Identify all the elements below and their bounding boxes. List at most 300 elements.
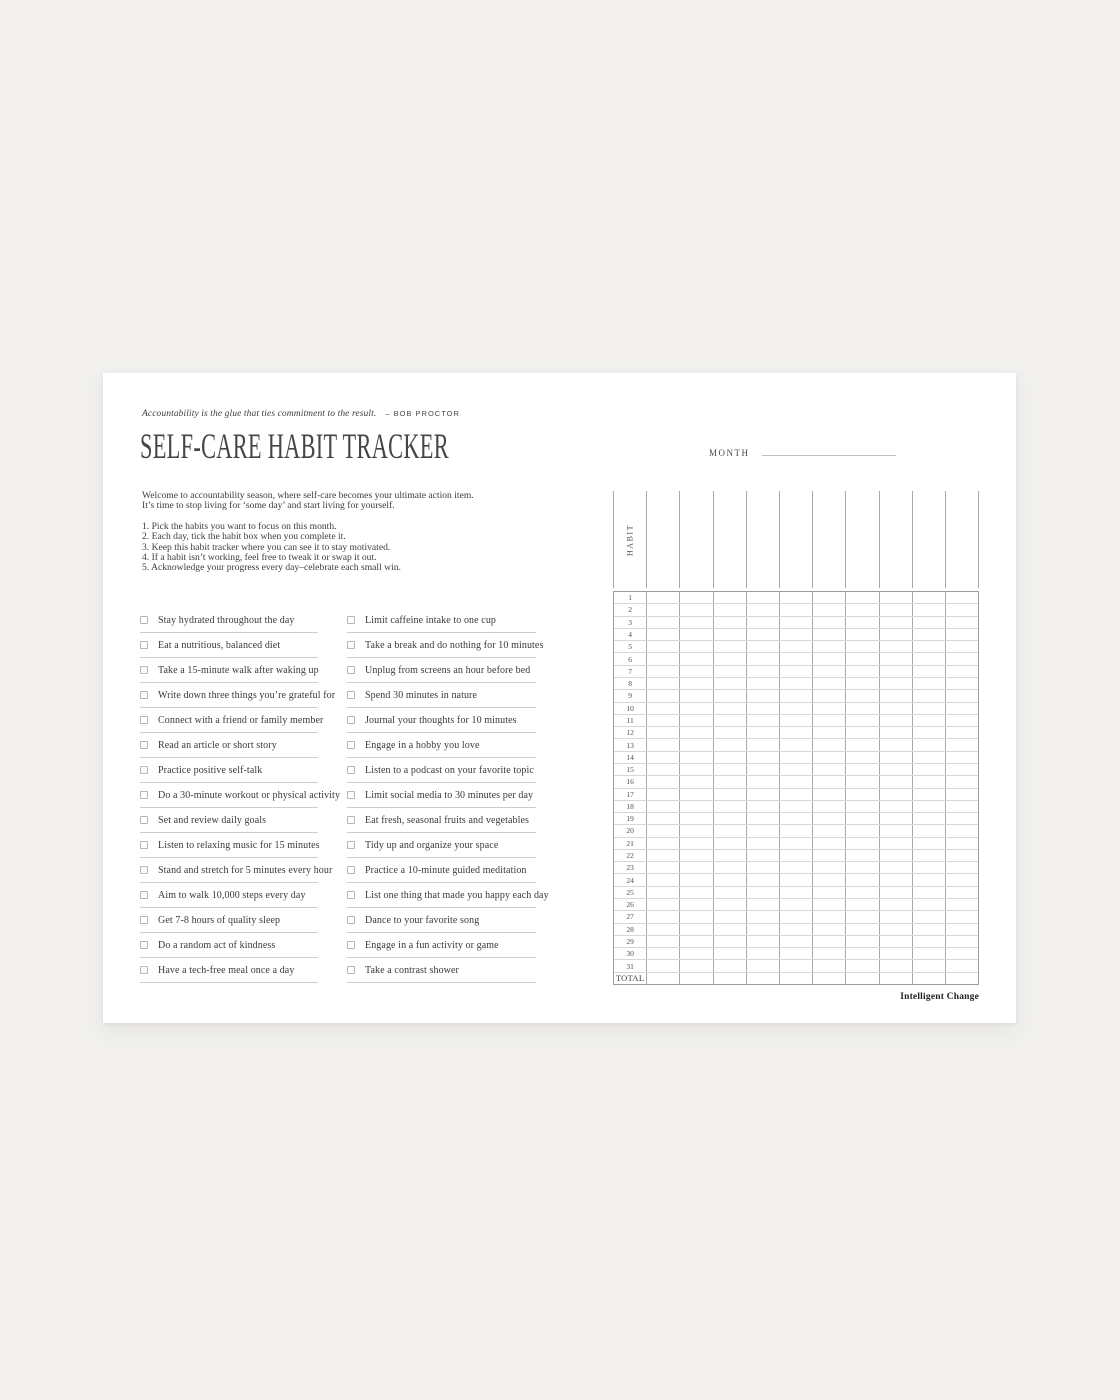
grid-tick-cell[interactable]	[845, 592, 878, 603]
grid-tick-cell[interactable]	[779, 874, 812, 885]
grid-tick-cell[interactable]	[779, 887, 812, 898]
grid-tick-cell[interactable]	[779, 960, 812, 971]
grid-tick-cell[interactable]	[879, 899, 912, 910]
grid-tick-cell[interactable]	[679, 862, 712, 873]
habit-checkbox[interactable]	[347, 966, 355, 974]
grid-total-cell[interactable]	[779, 973, 812, 984]
grid-tick-cell[interactable]	[713, 789, 746, 800]
grid-tick-cell[interactable]	[879, 874, 912, 885]
grid-tick-cell[interactable]	[945, 776, 978, 787]
grid-tick-cell[interactable]	[812, 641, 845, 652]
grid-tick-cell[interactable]	[646, 924, 679, 935]
grid-tick-cell[interactable]	[879, 678, 912, 689]
grid-tick-cell[interactable]	[879, 776, 912, 787]
habit-checkbox[interactable]	[347, 891, 355, 899]
habit-checkbox[interactable]	[140, 891, 148, 899]
grid-tick-cell[interactable]	[945, 936, 978, 947]
grid-tick-cell[interactable]	[812, 752, 845, 763]
grid-tick-cell[interactable]	[746, 678, 779, 689]
habit-checkbox[interactable]	[347, 841, 355, 849]
grid-tick-cell[interactable]	[879, 703, 912, 714]
grid-tick-cell[interactable]	[779, 727, 812, 738]
habit-checkbox[interactable]	[347, 691, 355, 699]
grid-tick-cell[interactable]	[679, 752, 712, 763]
grid-tick-cell[interactable]	[812, 862, 845, 873]
grid-tick-cell[interactable]	[779, 641, 812, 652]
grid-tick-cell[interactable]	[679, 838, 712, 849]
grid-tick-cell[interactable]	[879, 838, 912, 849]
grid-tick-cell[interactable]	[679, 715, 712, 726]
grid-total-cell[interactable]	[945, 973, 978, 984]
grid-tick-cell[interactable]	[912, 874, 945, 885]
grid-tick-cell[interactable]	[779, 899, 812, 910]
grid-tick-cell[interactable]	[779, 862, 812, 873]
grid-tick-cell[interactable]	[812, 617, 845, 628]
grid-total-cell[interactable]	[845, 973, 878, 984]
grid-tick-cell[interactable]	[746, 592, 779, 603]
grid-tick-cell[interactable]	[945, 727, 978, 738]
grid-tick-cell[interactable]	[779, 604, 812, 615]
habit-checkbox[interactable]	[140, 841, 148, 849]
grid-tick-cell[interactable]	[845, 789, 878, 800]
grid-tick-cell[interactable]	[812, 850, 845, 861]
grid-tick-cell[interactable]	[879, 789, 912, 800]
grid-tick-cell[interactable]	[713, 678, 746, 689]
grid-tick-cell[interactable]	[646, 789, 679, 800]
grid-tick-cell[interactable]	[679, 899, 712, 910]
grid-total-cell[interactable]	[746, 973, 779, 984]
grid-tick-cell[interactable]	[746, 666, 779, 677]
grid-tick-cell[interactable]	[779, 739, 812, 750]
grid-tick-cell[interactable]	[879, 960, 912, 971]
grid-tick-cell[interactable]	[912, 850, 945, 861]
grid-tick-cell[interactable]	[713, 776, 746, 787]
habit-checkbox[interactable]	[347, 716, 355, 724]
grid-tick-cell[interactable]	[845, 617, 878, 628]
grid-tick-cell[interactable]	[879, 813, 912, 824]
grid-tick-cell[interactable]	[912, 825, 945, 836]
grid-tick-cell[interactable]	[812, 776, 845, 787]
grid-tick-cell[interactable]	[912, 678, 945, 689]
grid-tick-cell[interactable]	[845, 641, 878, 652]
grid-tick-cell[interactable]	[713, 960, 746, 971]
grid-tick-cell[interactable]	[879, 862, 912, 873]
grid-tick-cell[interactable]	[713, 825, 746, 836]
grid-tick-cell[interactable]	[679, 641, 712, 652]
habit-checkbox[interactable]	[140, 966, 148, 974]
grid-tick-cell[interactable]	[746, 924, 779, 935]
grid-tick-cell[interactable]	[779, 666, 812, 677]
grid-tick-cell[interactable]	[646, 666, 679, 677]
grid-tick-cell[interactable]	[845, 604, 878, 615]
grid-tick-cell[interactable]	[779, 690, 812, 701]
grid-tick-cell[interactable]	[912, 617, 945, 628]
habit-checkbox[interactable]	[347, 916, 355, 924]
grid-tick-cell[interactable]	[879, 592, 912, 603]
grid-tick-cell[interactable]	[912, 813, 945, 824]
grid-tick-cell[interactable]	[912, 776, 945, 787]
grid-tick-cell[interactable]	[679, 604, 712, 615]
grid-tick-cell[interactable]	[679, 764, 712, 775]
habit-checkbox[interactable]	[347, 866, 355, 874]
grid-tick-cell[interactable]	[945, 629, 978, 640]
grid-tick-cell[interactable]	[812, 678, 845, 689]
grid-tick-cell[interactable]	[945, 641, 978, 652]
grid-tick-cell[interactable]	[646, 629, 679, 640]
grid-tick-cell[interactable]	[713, 604, 746, 615]
grid-total-cell[interactable]	[812, 973, 845, 984]
habit-checkbox[interactable]	[140, 641, 148, 649]
grid-total-cell[interactable]	[646, 973, 679, 984]
grid-tick-cell[interactable]	[679, 801, 712, 812]
habit-checkbox[interactable]	[140, 791, 148, 799]
habit-checkbox[interactable]	[140, 916, 148, 924]
grid-tick-cell[interactable]	[812, 715, 845, 726]
grid-tick-cell[interactable]	[679, 813, 712, 824]
grid-tick-cell[interactable]	[912, 690, 945, 701]
grid-tick-cell[interactable]	[845, 887, 878, 898]
grid-tick-cell[interactable]	[746, 862, 779, 873]
grid-tick-cell[interactable]	[779, 801, 812, 812]
grid-tick-cell[interactable]	[646, 739, 679, 750]
grid-tick-cell[interactable]	[646, 948, 679, 959]
grid-tick-cell[interactable]	[746, 899, 779, 910]
grid-tick-cell[interactable]	[779, 948, 812, 959]
habit-checkbox[interactable]	[347, 741, 355, 749]
grid-tick-cell[interactable]	[713, 911, 746, 922]
grid-total-cell[interactable]	[679, 973, 712, 984]
grid-tick-cell[interactable]	[746, 641, 779, 652]
grid-tick-cell[interactable]	[646, 911, 679, 922]
grid-tick-cell[interactable]	[812, 604, 845, 615]
grid-tick-cell[interactable]	[746, 727, 779, 738]
grid-tick-cell[interactable]	[646, 764, 679, 775]
grid-tick-cell[interactable]	[812, 727, 845, 738]
habit-checkbox[interactable]	[347, 616, 355, 624]
grid-tick-cell[interactable]	[879, 936, 912, 947]
grid-tick-cell[interactable]	[845, 715, 878, 726]
grid-tick-cell[interactable]	[779, 678, 812, 689]
grid-tick-cell[interactable]	[945, 960, 978, 971]
grid-tick-cell[interactable]	[779, 789, 812, 800]
grid-tick-cell[interactable]	[879, 617, 912, 628]
grid-tick-cell[interactable]	[646, 862, 679, 873]
grid-tick-cell[interactable]	[713, 629, 746, 640]
grid-tick-cell[interactable]	[945, 703, 978, 714]
grid-tick-cell[interactable]	[646, 752, 679, 763]
grid-tick-cell[interactable]	[845, 752, 878, 763]
grid-tick-cell[interactable]	[879, 887, 912, 898]
grid-tick-cell[interactable]	[746, 604, 779, 615]
grid-tick-cell[interactable]	[779, 629, 812, 640]
grid-tick-cell[interactable]	[646, 776, 679, 787]
grid-tick-cell[interactable]	[746, 703, 779, 714]
grid-tick-cell[interactable]	[879, 850, 912, 861]
grid-tick-cell[interactable]	[812, 592, 845, 603]
grid-tick-cell[interactable]	[912, 641, 945, 652]
grid-tick-cell[interactable]	[779, 924, 812, 935]
grid-tick-cell[interactable]	[945, 862, 978, 873]
grid-tick-cell[interactable]	[912, 948, 945, 959]
grid-tick-cell[interactable]	[812, 960, 845, 971]
grid-tick-cell[interactable]	[945, 752, 978, 763]
grid-tick-cell[interactable]	[746, 825, 779, 836]
grid-tick-cell[interactable]	[679, 936, 712, 947]
grid-tick-cell[interactable]	[713, 948, 746, 959]
grid-tick-cell[interactable]	[679, 629, 712, 640]
grid-tick-cell[interactable]	[879, 825, 912, 836]
grid-tick-cell[interactable]	[879, 924, 912, 935]
grid-tick-cell[interactable]	[679, 703, 712, 714]
grid-tick-cell[interactable]	[646, 801, 679, 812]
grid-tick-cell[interactable]	[945, 887, 978, 898]
grid-tick-cell[interactable]	[812, 666, 845, 677]
grid-tick-cell[interactable]	[912, 604, 945, 615]
grid-tick-cell[interactable]	[812, 874, 845, 885]
grid-tick-cell[interactable]	[646, 617, 679, 628]
grid-tick-cell[interactable]	[679, 850, 712, 861]
grid-tick-cell[interactable]	[812, 739, 845, 750]
habit-checkbox[interactable]	[140, 691, 148, 699]
grid-tick-cell[interactable]	[679, 727, 712, 738]
grid-tick-cell[interactable]	[713, 887, 746, 898]
grid-tick-cell[interactable]	[746, 776, 779, 787]
grid-tick-cell[interactable]	[845, 678, 878, 689]
grid-tick-cell[interactable]	[845, 801, 878, 812]
grid-tick-cell[interactable]	[945, 617, 978, 628]
grid-tick-cell[interactable]	[679, 617, 712, 628]
grid-tick-cell[interactable]	[746, 617, 779, 628]
grid-tick-cell[interactable]	[812, 629, 845, 640]
grid-tick-cell[interactable]	[912, 924, 945, 935]
grid-tick-cell[interactable]	[713, 924, 746, 935]
grid-tick-cell[interactable]	[646, 715, 679, 726]
habit-checkbox[interactable]	[140, 616, 148, 624]
month-input-line[interactable]	[762, 446, 896, 456]
grid-tick-cell[interactable]	[713, 727, 746, 738]
habit-checkbox[interactable]	[347, 791, 355, 799]
grid-tick-cell[interactable]	[713, 801, 746, 812]
grid-tick-cell[interactable]	[679, 678, 712, 689]
habit-checkbox[interactable]	[347, 766, 355, 774]
grid-tick-cell[interactable]	[746, 813, 779, 824]
grid-tick-cell[interactable]	[746, 739, 779, 750]
grid-tick-cell[interactable]	[845, 899, 878, 910]
grid-tick-cell[interactable]	[779, 776, 812, 787]
grid-tick-cell[interactable]	[713, 739, 746, 750]
grid-tick-cell[interactable]	[879, 604, 912, 615]
grid-tick-cell[interactable]	[879, 764, 912, 775]
grid-tick-cell[interactable]	[713, 641, 746, 652]
grid-tick-cell[interactable]	[912, 911, 945, 922]
grid-tick-cell[interactable]	[845, 874, 878, 885]
grid-tick-cell[interactable]	[945, 911, 978, 922]
grid-tick-cell[interactable]	[845, 850, 878, 861]
grid-tick-cell[interactable]	[779, 653, 812, 664]
grid-tick-cell[interactable]	[945, 813, 978, 824]
grid-tick-cell[interactable]	[779, 715, 812, 726]
habit-checkbox[interactable]	[140, 716, 148, 724]
grid-tick-cell[interactable]	[945, 838, 978, 849]
grid-tick-cell[interactable]	[679, 789, 712, 800]
grid-tick-cell[interactable]	[713, 653, 746, 664]
habit-checkbox[interactable]	[347, 816, 355, 824]
grid-tick-cell[interactable]	[812, 789, 845, 800]
grid-tick-cell[interactable]	[779, 936, 812, 947]
grid-tick-cell[interactable]	[646, 874, 679, 885]
grid-tick-cell[interactable]	[845, 838, 878, 849]
grid-tick-cell[interactable]	[845, 666, 878, 677]
grid-tick-cell[interactable]	[713, 666, 746, 677]
grid-tick-cell[interactable]	[746, 715, 779, 726]
grid-tick-cell[interactable]	[646, 813, 679, 824]
grid-tick-cell[interactable]	[713, 813, 746, 824]
grid-tick-cell[interactable]	[912, 960, 945, 971]
grid-tick-cell[interactable]	[912, 727, 945, 738]
habit-checkbox[interactable]	[140, 741, 148, 749]
grid-tick-cell[interactable]	[812, 838, 845, 849]
grid-tick-cell[interactable]	[812, 936, 845, 947]
grid-tick-cell[interactable]	[879, 801, 912, 812]
grid-tick-cell[interactable]	[912, 801, 945, 812]
grid-tick-cell[interactable]	[646, 690, 679, 701]
habit-checkbox[interactable]	[347, 941, 355, 949]
grid-tick-cell[interactable]	[713, 874, 746, 885]
grid-tick-cell[interactable]	[746, 801, 779, 812]
grid-tick-cell[interactable]	[746, 629, 779, 640]
grid-tick-cell[interactable]	[679, 911, 712, 922]
grid-tick-cell[interactable]	[879, 641, 912, 652]
grid-tick-cell[interactable]	[945, 604, 978, 615]
grid-tick-cell[interactable]	[679, 948, 712, 959]
grid-tick-cell[interactable]	[679, 776, 712, 787]
habit-checkbox[interactable]	[140, 866, 148, 874]
grid-tick-cell[interactable]	[646, 899, 679, 910]
grid-tick-cell[interactable]	[845, 911, 878, 922]
grid-tick-cell[interactable]	[746, 911, 779, 922]
grid-tick-cell[interactable]	[779, 838, 812, 849]
grid-tick-cell[interactable]	[679, 666, 712, 677]
grid-tick-cell[interactable]	[912, 629, 945, 640]
grid-tick-cell[interactable]	[713, 850, 746, 861]
grid-tick-cell[interactable]	[945, 789, 978, 800]
habit-checkbox[interactable]	[140, 941, 148, 949]
grid-tick-cell[interactable]	[845, 813, 878, 824]
grid-tick-cell[interactable]	[812, 653, 845, 664]
grid-tick-cell[interactable]	[713, 703, 746, 714]
grid-tick-cell[interactable]	[679, 825, 712, 836]
grid-tick-cell[interactable]	[845, 862, 878, 873]
grid-tick-cell[interactable]	[713, 862, 746, 873]
grid-tick-cell[interactable]	[945, 592, 978, 603]
grid-tick-cell[interactable]	[646, 641, 679, 652]
grid-tick-cell[interactable]	[713, 715, 746, 726]
grid-total-cell[interactable]	[713, 973, 746, 984]
grid-tick-cell[interactable]	[746, 850, 779, 861]
grid-tick-cell[interactable]	[845, 764, 878, 775]
grid-tick-cell[interactable]	[945, 715, 978, 726]
grid-tick-cell[interactable]	[646, 960, 679, 971]
grid-tick-cell[interactable]	[812, 690, 845, 701]
grid-tick-cell[interactable]	[713, 592, 746, 603]
grid-tick-cell[interactable]	[812, 924, 845, 935]
grid-tick-cell[interactable]	[646, 850, 679, 861]
grid-tick-cell[interactable]	[879, 911, 912, 922]
grid-tick-cell[interactable]	[812, 911, 845, 922]
grid-tick-cell[interactable]	[746, 838, 779, 849]
habit-checkbox[interactable]	[347, 666, 355, 674]
grid-tick-cell[interactable]	[646, 604, 679, 615]
grid-tick-cell[interactable]	[713, 936, 746, 947]
grid-tick-cell[interactable]	[945, 666, 978, 677]
grid-tick-cell[interactable]	[945, 924, 978, 935]
grid-tick-cell[interactable]	[912, 789, 945, 800]
grid-tick-cell[interactable]	[679, 887, 712, 898]
grid-tick-cell[interactable]	[945, 825, 978, 836]
grid-tick-cell[interactable]	[779, 911, 812, 922]
grid-tick-cell[interactable]	[845, 739, 878, 750]
grid-tick-cell[interactable]	[945, 739, 978, 750]
grid-tick-cell[interactable]	[746, 789, 779, 800]
grid-tick-cell[interactable]	[812, 703, 845, 714]
grid-tick-cell[interactable]	[912, 592, 945, 603]
grid-tick-cell[interactable]	[945, 653, 978, 664]
grid-tick-cell[interactable]	[879, 629, 912, 640]
grid-tick-cell[interactable]	[779, 703, 812, 714]
grid-tick-cell[interactable]	[912, 899, 945, 910]
grid-tick-cell[interactable]	[912, 739, 945, 750]
habit-checkbox[interactable]	[140, 666, 148, 674]
grid-tick-cell[interactable]	[812, 887, 845, 898]
habit-checkbox[interactable]	[140, 766, 148, 774]
grid-tick-cell[interactable]	[779, 617, 812, 628]
grid-tick-cell[interactable]	[879, 666, 912, 677]
grid-tick-cell[interactable]	[945, 850, 978, 861]
grid-tick-cell[interactable]	[713, 752, 746, 763]
grid-tick-cell[interactable]	[879, 690, 912, 701]
grid-tick-cell[interactable]	[646, 887, 679, 898]
grid-total-cell[interactable]	[879, 973, 912, 984]
grid-tick-cell[interactable]	[713, 690, 746, 701]
grid-tick-cell[interactable]	[679, 690, 712, 701]
grid-tick-cell[interactable]	[879, 752, 912, 763]
grid-tick-cell[interactable]	[912, 936, 945, 947]
grid-tick-cell[interactable]	[713, 899, 746, 910]
grid-tick-cell[interactable]	[845, 776, 878, 787]
grid-tick-cell[interactable]	[912, 703, 945, 714]
grid-tick-cell[interactable]	[779, 825, 812, 836]
grid-tick-cell[interactable]	[879, 653, 912, 664]
grid-tick-cell[interactable]	[679, 924, 712, 935]
grid-tick-cell[interactable]	[746, 764, 779, 775]
grid-tick-cell[interactable]	[945, 874, 978, 885]
grid-tick-cell[interactable]	[912, 653, 945, 664]
grid-tick-cell[interactable]	[679, 874, 712, 885]
grid-tick-cell[interactable]	[779, 764, 812, 775]
grid-tick-cell[interactable]	[845, 936, 878, 947]
grid-tick-cell[interactable]	[779, 752, 812, 763]
grid-tick-cell[interactable]	[845, 727, 878, 738]
grid-tick-cell[interactable]	[679, 960, 712, 971]
grid-tick-cell[interactable]	[646, 936, 679, 947]
grid-tick-cell[interactable]	[879, 715, 912, 726]
grid-tick-cell[interactable]	[746, 874, 779, 885]
grid-tick-cell[interactable]	[812, 801, 845, 812]
grid-tick-cell[interactable]	[746, 936, 779, 947]
grid-tick-cell[interactable]	[713, 617, 746, 628]
grid-tick-cell[interactable]	[845, 924, 878, 935]
grid-tick-cell[interactable]	[812, 899, 845, 910]
